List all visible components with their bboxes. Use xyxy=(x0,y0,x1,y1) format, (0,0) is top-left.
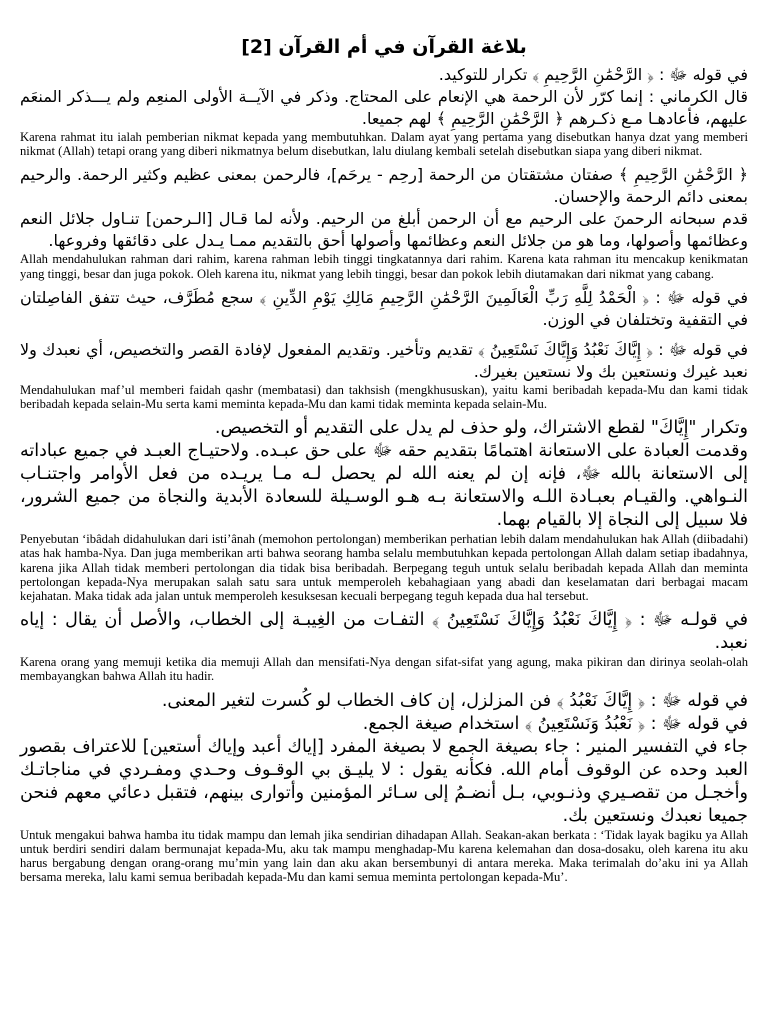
arabic-paragraph: في قوله ﷻ : ﴿ نَعْبُدُ وَنَسْتَعِينُ ﴾ استخدام صيغة الجمع. xyxy=(362,713,748,734)
indonesian-translation: Untuk mengakui bahwa hamba itu tidak mampu dan lemah jika sendirian dihadapan Allah. Seakan-akan berkata : ‘Tidak layak bagiku ya Allah untuk berdiri sendiri dalam bermunajat kepada-Mu, aku tak mampu menghadap-Mu karena kelemahan dan dosa-dosaku, oleh karena itu aku harus bergabung dengan orang-orang mu’min yang lain dan aku akan bersembunyi di antara mereka. Maka terimalah do’aku ini ya Allah bersama mereka, lalu kami semua beribadah kepada-Mu dan kami semua meminta pertolongan kepada-Mu’. xyxy=(20,827,748,885)
document-page xyxy=(20,0,748,884)
arabic-paragraph: وتكرار "إِيَّاكَ" لقطع الاشتراك، ولو حذف لم يدل على التقديم أو التخصيص. xyxy=(214,418,748,439)
section-6 xyxy=(20,609,748,683)
spacer xyxy=(20,331,748,339)
arabic-paragraph: في قوله ﷻ : ﴿ الْحَمْدُ لِلَّهِ رَبِّ الْعَالَمِينَ الرَّحْمَٰنِ الرَّحِيمِ مَالِكِ يَوْمِ الدِّينِ ﴾ سجع مُطَرَّف، حيث تتفق الفاصِلتان في التقفية وتختلفان في الوزن. xyxy=(20,287,748,329)
indonesian-translation: Penyebutan ‘ibâdah didahulukan dari isti’ânah (memohon pertolongan) memberikan perhatian lebih dalam mendahulukan hak Allah (diibadahi) atas hak hamba-Nya. Dan juga memberikan arti bahwa seorang hamba selalu membutuhkan kepada pertolongan Allah dalam setiap ibadahnya, karena jika Allah tidak memberi pertolongan dia tidak bisa beribadah. Berpegang teguh untuk selalu beribadah kepada Allah dan meminta pertolongan kepada-Nya merupakan salah satu sara untuk memperoleh kebahagiaan yang abadi dan keselamatan dari berbagai macam kejahatan. Maka tidak ada jalan untuk memperoleh kesuksesan kecuali berpegang teguh kepada dua hal tersebut. xyxy=(20,532,748,604)
section-1 xyxy=(20,64,748,158)
indonesian-translation: Allah mendahulukan rahman dari rahim, karena rahman lebih tinggi tingkatannya dari rahim. Karena kata rahman itu mencakup kenikmatan yang tinggi, besar dan juga pokok. Oleh karena itu, nikmat yang lebih tinggi, besar dan pokok lebih diutamakan dari nikmat yang cabang. xyxy=(20,252,748,281)
arabic-paragraph: ﴿ الرَّحْمَٰنِ الرَّحِيمِ ﴾ صفتان مشتقتان من الرحمة [رحِم - يرحَم]، فالرحمن بمعنى عظيم وكثير الرحمة. والرحيم بمعنى دائم الرحمة والإحسان. xyxy=(20,165,748,207)
indonesian-translation: Mendahulukan maf’ul memberi faidah qashr (membatasi) dan takhsish (mengkhususkan), yaitu kami beribadah kepada-Mu dan kami tidak beribadah kepada selain-Mu serta kami meminta kepada-Mu dan kami tidak meminta kepada selain-Mu. xyxy=(20,382,748,412)
arabic-paragraph: قال الكرماني : إنما كرّر لأن الرحمة هي الإنعام على المحتاج. وذكر في الآيــة الأولى المنعِم ولم يـــذكر المنعَم عليهم، فأعادهـا مـع ذكـرهم ﴿ الرَّحْمَٰنِ الرَّحِيمِ ﴾ لهم جميعا. xyxy=(20,87,748,128)
arabic-paragraph: في قوله ﷻ : ﴿ إِيَّاكَ نَعْبُدُ وَإِيَّاكَ نَسْتَعِينُ ﴾ تقديم وتأخير. وتقديم المفعول لإفادة القصر والتخصيص، أي نعبدك ولا نعبد غيرك ونستعين بك ولا نستعين بغيرك. xyxy=(20,339,748,381)
arabic-paragraph: في قولـه ﷻ : ﴿ إِيَّاكَ نَعْبُدُ وَإِيَّاكَ نَسْتَعِينُ ﴾ التفـات من الغِيبـة إلى الخطاب، والأصل أن يقال : إياه نعبد. xyxy=(20,610,748,654)
arabic-paragraph: قدم سبحانه الرحمنَ على الرحيم مع أن الرحمن أبلغ من الرحيم. ولأنه لما قـال [الـرحمن] تنـاول جلائل النعم وعظائمها وأصولها، وما هو من جلائل النعم وعظائمها وأصولها أحق بالتقديم ممـا يـدل على دقائقها وفروعها. xyxy=(20,209,748,251)
section-2 xyxy=(20,164,748,280)
arabic-paragraph: وقدمت العبادة على الاستعانة اهتمامًا بتقديم حقه ﷻ على حق عبـده. ولاحتيـاج العبـد في جميع عباداته إلى الاستعانة بالله ﷻ، فإنه إن لم يعنه الله لم يحصل لـه مـا يريـده من فعل الأوامر واجتنـاب النـواهي. والقيـام بعبـادة اللـه والاستعانة بـه هـو الوسـيلة للسعادة الأبدية والنجاة من جميع الشرور، فلا سبيل إلى النجاة إلا بالقيام بهما. xyxy=(20,441,748,531)
indonesian-translation: Karena orang yang memuji ketika dia memuji Allah dan mensifati-Nya dengan sifat-sifat yang agung, maka pikiran dan dirinya seolah-olah membayangkan bahwa Allah itu hadir. xyxy=(20,655,748,684)
section-4 xyxy=(20,339,748,411)
document-title: بلاغة القرآن في أم القرآن [2] xyxy=(241,36,527,58)
section-3 xyxy=(20,287,748,339)
indonesian-translation: Karena rahmat itu ialah pemberian nikmat kepada yang membutuhkan. Dalam ayat yang pertama yang disebutkan hanya dzat yang memberi nikmat (Allah) tetapi orang yang diberi nikmatnya belum disebutkan, lalu diulang kembali setelah disebutkan siapa yang diberi nikmat. xyxy=(20,130,748,159)
arabic-paragraph: في قوله ﷻ : ﴿ الرَّحْمَٰنِ الرَّحِيمِ ﴾ تكرار للتوكيد. xyxy=(438,65,748,84)
section-7 xyxy=(20,690,748,885)
arabic-paragraph: في قوله ﷻ : ﴿ إِيَّاكَ نَعْبُدُ ﴾ فن المزلزل، إن كاف الخطاب لو كُسرت لتغير المعنى. xyxy=(161,690,748,711)
arabic-paragraph: جاء في التفسير المنير : جاء بصيغة الجمع لا بصيغة المفرد [إياك أعبد وإياك أستعين] للاعتراف بقصور العبد وحده عن الوقوف أمام الله. فكأنه يقول : لا يليـق بي الوقـوف وحـدي ومفـردي في مناجاتـك وأخجـل من تقصـيري وذنـوبي، بـل أنضـمُ إلى سـائر المؤمنين وأتوارى بينهم، فتقبل دعائي معهم فنحن جميعا نعبدك ونستعين بك. xyxy=(20,736,748,826)
section-5 xyxy=(20,417,748,603)
